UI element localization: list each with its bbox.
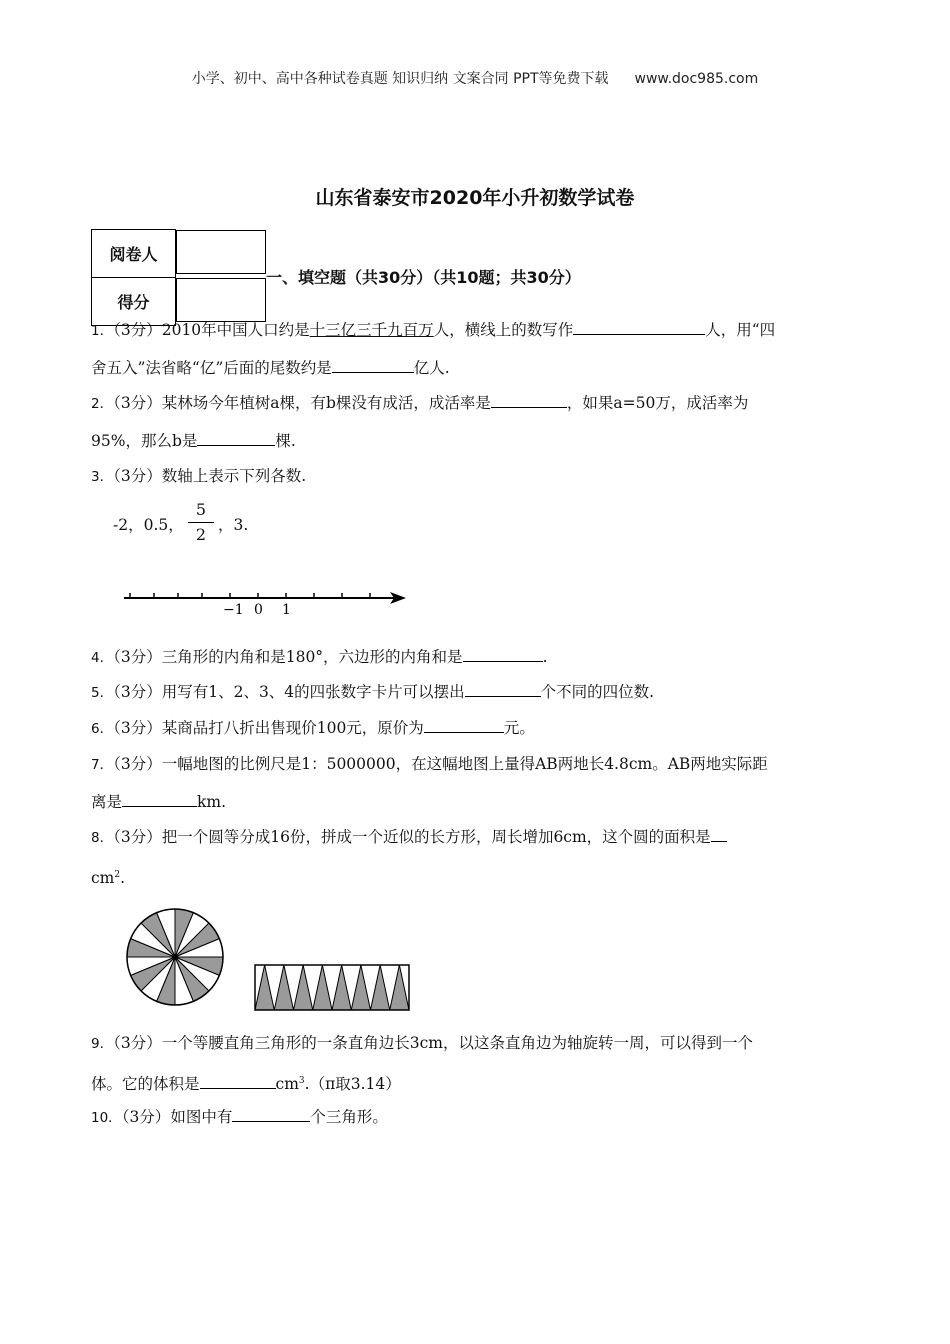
rectangle-tooth <box>371 965 390 1010</box>
section-heading: 一、填空题（共30分）（共10题；共30分） <box>266 268 581 287</box>
question-8: 8．（3分）把一个圆等分成16份，拼成一个近似的长方形，周长增加6cm，这个圆的面积是 $cm^2$. <box>91 819 861 897</box>
question-1: 1．（3分）2010年中国人口约是十三亿三千九百万人，横线上的数写作 人，用“四 舍五入”法省略“亿”后面的尾数约是 亿人. <box>91 312 861 387</box>
answer-blank[interactable] <box>711 823 727 842</box>
axis-label-1: 1 <box>282 602 291 618</box>
reviewer-cell <box>176 230 266 274</box>
rectangle-tooth <box>274 965 293 1010</box>
rectangle-tooth <box>390 965 409 1010</box>
answer-blank[interactable] <box>332 354 414 373</box>
header-text: 小学、初中、高中各种试卷真题 知识归纳 文案合同 PPT等免费下载 <box>191 71 609 87</box>
rectangle-tooth <box>255 965 274 1010</box>
reviewer-label: 阅卷人 <box>92 230 176 278</box>
header-site: www.doc985.com <box>634 71 759 87</box>
circle-16-sectors-figure <box>124 906 226 1008</box>
answer-blank[interactable] <box>197 427 275 446</box>
number-line <box>120 585 420 621</box>
answer-blank[interactable] <box>491 389 567 408</box>
question-10: 10．（3分）如图中有 个三角形。 <box>91 1099 861 1137</box>
question-6: 6．（3分）某商品打八折出售现价100元，原价为 元。 <box>91 710 861 748</box>
question-7: 7．（3分）一幅地图的比例尺是1：5000000，在这幅地图上量得AB两地长4.8cm。AB两地实际距 离是 km. <box>91 755 768 811</box>
answer-blank[interactable] <box>573 316 705 335</box>
axis-label-neg1: −1 <box>223 602 244 618</box>
score-label: 得分 <box>92 278 176 326</box>
rectangle-tooth <box>351 965 370 1010</box>
question-2: 2．（3分）某林场今年植树a棵，有b棵没有成活，成活率是 ，如果a=50万，成活率为 95%，那么b是 棵. <box>91 385 861 460</box>
underlined-number: 十三亿三千九百万 <box>309 321 434 339</box>
rectangle-tooth <box>313 965 332 1010</box>
question-9: 9．（3分）一个等腰直角三角形的一条直角边长3cm，以这条直角边为轴旋转一周，可以得到一个 体。它的体积是 $cm^3.(\pi$取3.14） <box>91 1034 753 1094</box>
answer-blank[interactable] <box>122 788 197 807</box>
axis-label-0: 0 <box>254 602 263 618</box>
question-4: 4．（3分）三角形的内角和是180°，六边形的内角和是 . <box>91 639 861 677</box>
approx-rectangle-figure <box>252 963 412 1013</box>
fraction-five-halves: 5 2 <box>188 500 214 545</box>
question-3: 3．（3分）数轴上表示下列各数. <box>91 467 307 485</box>
rectangle-tooth <box>332 965 351 1010</box>
answer-blank[interactable] <box>200 1070 276 1089</box>
number-list: -2，0.5， <box>113 516 184 534</box>
page-header <box>0 68 950 88</box>
question-5: 5．（3分）用写有1、2、3、4的四张数字卡片可以摆出 个不同的四位数. <box>91 674 861 712</box>
number-list-end: ，3. <box>218 516 249 534</box>
answer-blank[interactable] <box>465 678 541 697</box>
page-title: 山东省泰安市2020年小升初数学试卷 <box>315 187 635 209</box>
rectangle-tooth <box>294 965 313 1010</box>
answer-blank[interactable] <box>232 1103 310 1122</box>
answer-blank[interactable] <box>463 643 543 662</box>
answer-blank[interactable] <box>424 714 504 733</box>
